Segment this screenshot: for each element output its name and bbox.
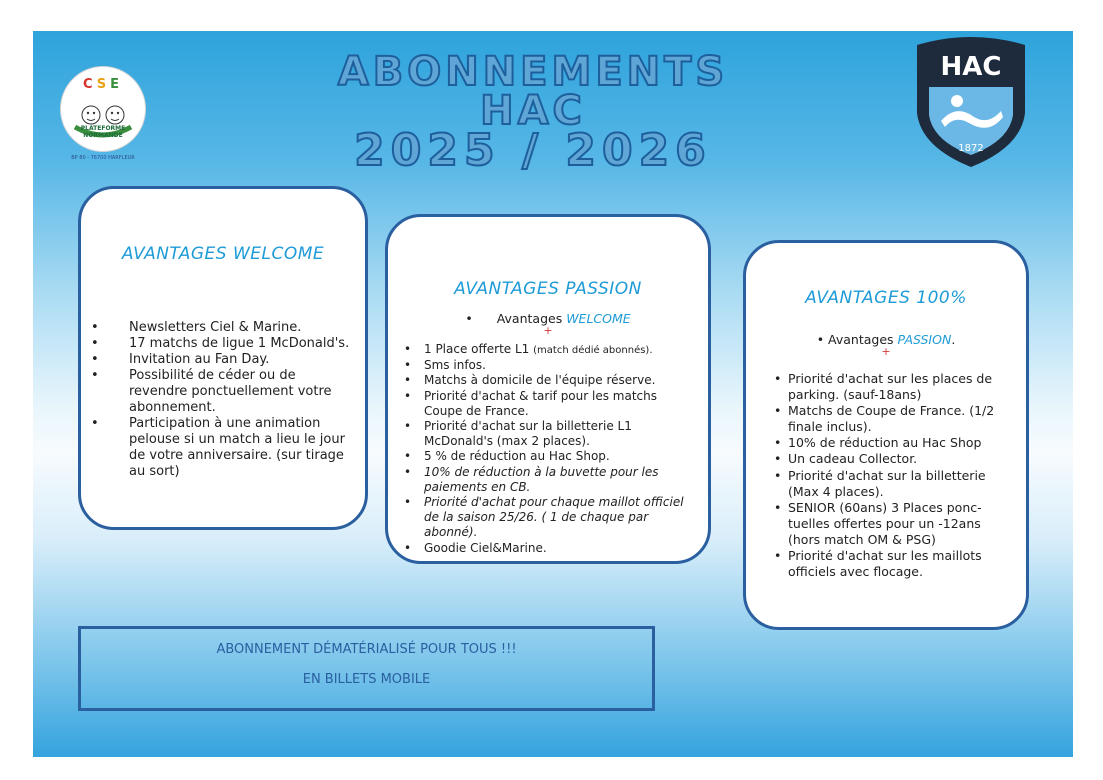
list-item: • 10% de réduction au Hac Shop [774,435,1026,451]
list-item: • 10% de réduction à la buvette pour les paiements en CB. [404,465,708,495]
page-title [203,49,863,176]
passion-heading: AVANTAGES PASSION [454,279,642,299]
list-item: • Priorité d'achat sur la billetterie L1 McDonald's (max 2 places). [404,419,708,449]
list-item: • Invitation au Fan Day. [91,352,365,368]
title-line-1: ABONNEMENTS [337,49,729,95]
list-item: • 5 % de réduction au Hac Shop. [404,449,708,464]
welcome-heading: AVANTAGES WELCOME [121,244,325,264]
list-item: • 1 Place offerte L1 (match dédié abonnés). [404,342,708,358]
digital-ticket-line-2: EN BILLETS MOBILE [302,672,431,687]
hundred-includes-passion: PASSION [897,332,952,347]
card-passion [385,214,711,564]
list-item: • Matchs à domicile de l'équipe réserve. [404,373,708,388]
list-item: • Priorité d'achat & tarif pour les matchs Coupe de France. [404,389,708,419]
list-item: • Priorité d'achat sur les maillots officiels avec flocage. [774,548,1026,580]
list-item: • Goodie Ciel&Marine. [404,541,708,556]
passion-list [404,342,708,556]
list-item: • Priorité d'achat sur la billetterie (Max 4 places). [774,468,1026,500]
hundred-includes: • Avantages PASSION. [816,332,956,347]
cse-letters: CSE [82,77,124,92]
passion-includes: • Avantages WELCOME [465,311,631,326]
list-item: • Un cadeau Collector. [774,451,1026,467]
title-line-2: HAC [480,88,586,134]
card-welcome [78,186,368,530]
passion-plus: + [543,324,553,337]
hac-crest-icon [911,35,1031,170]
list-item: • Priorité d'achat pour chaque maillot officiel de la saison 25/26. ( 1 de chaque par abonné). [404,495,708,541]
list-item: • SENIOR (60ans) 3 Places ponc-tuelles offertes pour un -12ans (hors match OM & PSG) [774,500,1026,548]
hundred-heading: AVANTAGES 100% [805,288,967,308]
list-item: • Possibilité de céder ou de revendre ponctuellement votre abonnement. [91,368,365,416]
card-100 [743,240,1029,630]
list-item: • Participation à une animation pelouse si un match a lieu le jour de votre anniversaire. (sur tirage au sort) [91,416,365,480]
poster [33,31,1073,757]
cse-address: BP 80 - 76700 HARFLEUR [71,155,135,161]
digital-ticket-box [78,626,655,711]
cse-band: PLATEFORME NORMANDE [80,125,126,139]
passion-includes-welcome: WELCOME [566,311,631,326]
list-item: • 17 matchs de ligue 1 McDonald's. [91,336,365,352]
crest-name: HAC [940,52,1002,82]
list-item: • Priorité d'achat sur les places de parking. (sauf-18ans) [774,371,1026,403]
title-line-3: 2025 / 2026 [354,125,712,176]
list-item: • Sms infos. [404,358,708,373]
cse-logo [60,66,146,161]
digital-ticket-line-1: ABONNEMENT DÉMATÉRIALISÉ POUR TOUS !!! [216,642,517,657]
crest-year: 1872 [958,143,984,154]
list-item: • Newsletters Ciel & Marine. [91,320,365,336]
list-item: • Matchs de Coupe de France. (1/2 finale inclus). [774,403,1026,435]
hundred-list [774,371,1026,580]
hundred-plus: + [881,345,891,358]
welcome-list [91,320,365,480]
